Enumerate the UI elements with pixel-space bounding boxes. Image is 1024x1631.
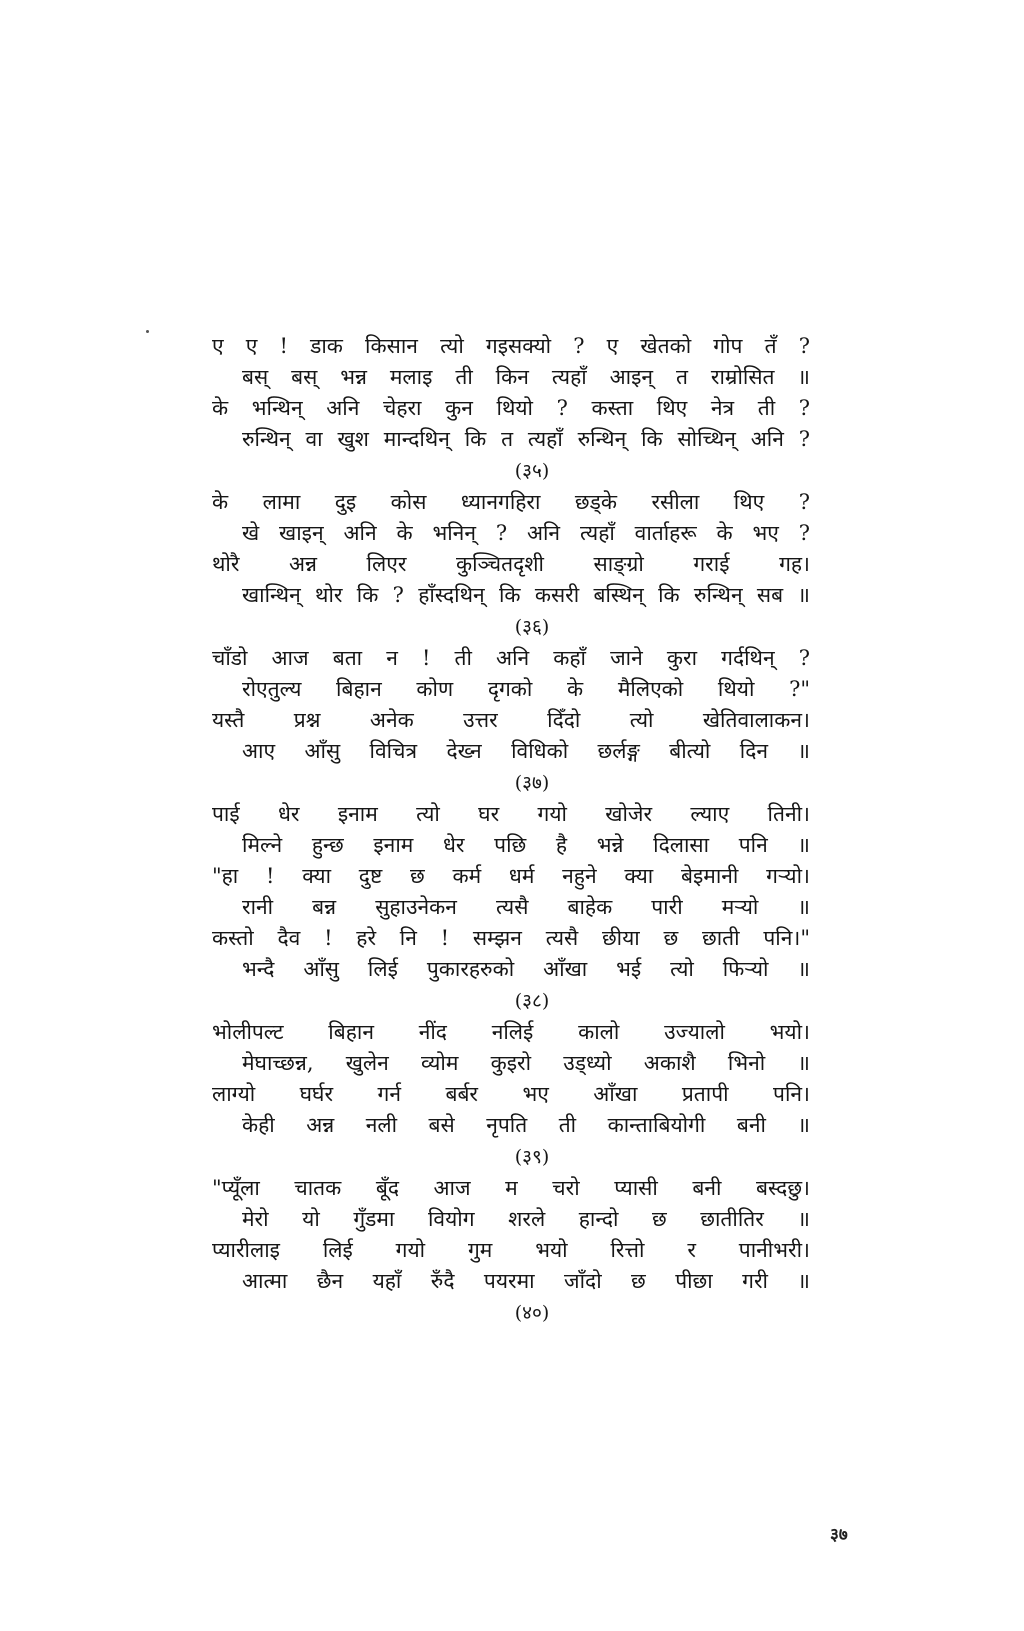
stanza-35 <box>212 331 810 487</box>
verse-line: भोलीपल्ट बिहान नींद नलिई कालो उज्यालो भयो। <box>212 1020 810 1044</box>
verse-line: के भन्थिन् अनि चेहरा कुन थियो ? कस्ता थिए नेत्र ती ? <box>212 396 810 420</box>
stanza-number: (३९) <box>514 1146 550 1168</box>
verse-line: रानी बन्न सुहाउनेकन त्यसै बाहेक पारी मऱ्यो ॥ <box>242 895 810 919</box>
verse-line: बस् बस् भन्न मलाइ ती किन त्यहाँ आइन् त राम्रोसित ॥ <box>242 365 810 389</box>
verse-line: "हा ! क्या दुष्ट छ कर्म धर्म नहुने क्या बेइमानी गऱ्यो। <box>212 864 810 888</box>
verse-line: प्यारीलाइ लिई गयो गुम भयो रित्तो र पानीभरी। <box>212 1238 810 1262</box>
stanza-40 <box>212 1173 810 1329</box>
verse-line: खान्थिन् थोर कि ? हाँस्दथिन् कि कसरी बस्थिन् कि रुन्थिन् सब ॥ <box>242 583 810 607</box>
verse-line: मिल्ने हुन्छ इनाम धेर पछि है भन्ने दिलासा पनि ॥ <box>242 833 810 857</box>
verse-line: भन्दै आँसु लिई पुकारहरुको आँखा भई त्यो फिऱ्यो ॥ <box>242 957 810 981</box>
poem-body <box>212 331 810 1329</box>
verse-line: के लामा दुइ कोस ध्यानगहिरा छड्के रसीला थिए ? <box>212 490 810 514</box>
stanza-38 <box>212 799 810 1017</box>
verse-line: रोएतुल्य बिहान कोण दृगको के मैलिएको थियो ?" <box>242 677 810 701</box>
stanza-number: (३५) <box>514 460 550 482</box>
stanza-39 <box>212 1017 810 1173</box>
verse-line: चाँडो आज बता न ! ती अनि कहाँ जाने कुरा गर्दथिन् ? <box>212 646 810 670</box>
verse-line: कस्तो दैव ! हरे नि ! सम्झन त्यसै छीया छ छाती पनि।" <box>212 926 810 950</box>
stanza-37 <box>212 643 810 799</box>
verse-line: केही अन्न नली बसे नृपति ती कान्ताबियोगी बनी ॥ <box>242 1113 810 1137</box>
stanza-number: (३७) <box>514 772 550 794</box>
verse-line: थोरै अन्न लिएर कुञ्चितदृशी साङ्ग्रो गराई गह। <box>212 552 810 576</box>
verse-line: ए ए ! डाक किसान त्यो गइसक्यो ? ए खेतको गोप तँ ? <box>212 334 810 358</box>
ink-speck <box>146 330 149 333</box>
verse-line: यस्तै प्रश्न अनेक उत्तर दिँदो त्यो खेतिवालाकन। <box>212 708 810 732</box>
stanza-number: (३८) <box>514 990 550 1012</box>
verse-line: लाग्यो घर्घर गर्न बर्बर भए आँखा प्रतापी पनि। <box>212 1082 810 1106</box>
verse-line: आत्मा छैन यहाँ रुँदै पयरमा जाँदो छ पीछा गरी ॥ <box>242 1269 810 1293</box>
verse-line: आए आँसु विचित्र देख्न विधिको छर्लङ्ग बीत्यो दिन ॥ <box>242 739 810 763</box>
stanza-number: (४०) <box>514 1302 550 1324</box>
page-number: ३७ <box>830 1525 848 1545</box>
verse-line: मेघाच्छन्न, खुलेन व्योम कुइरो उड्ध्यो अकाशै भिनो ॥ <box>242 1051 810 1075</box>
stanza-number: (३६) <box>514 616 550 638</box>
verse-line: रुन्थिन् वा खुश मान्दथिन् कि त त्यहाँ रुन्थिन् कि सोच्थिन् अनि ? <box>242 427 810 451</box>
verse-line: मेरो यो गुँडमा वियोग शरले हान्दो छ छातीतिर ॥ <box>242 1207 810 1231</box>
verse-line: पाई धेर इनाम त्यो घर गयो खोजेर ल्याए तिनी। <box>212 802 810 826</box>
stanza-36 <box>212 487 810 643</box>
verse-line: खे खाइन् अनि के भनिन् ? अनि त्यहाँ वार्ताहरू के भए ? <box>242 521 810 545</box>
verse-line: "प्यूँला चातक बूँद आज म चरो प्यासी बनी बस्दछु। <box>212 1176 810 1200</box>
